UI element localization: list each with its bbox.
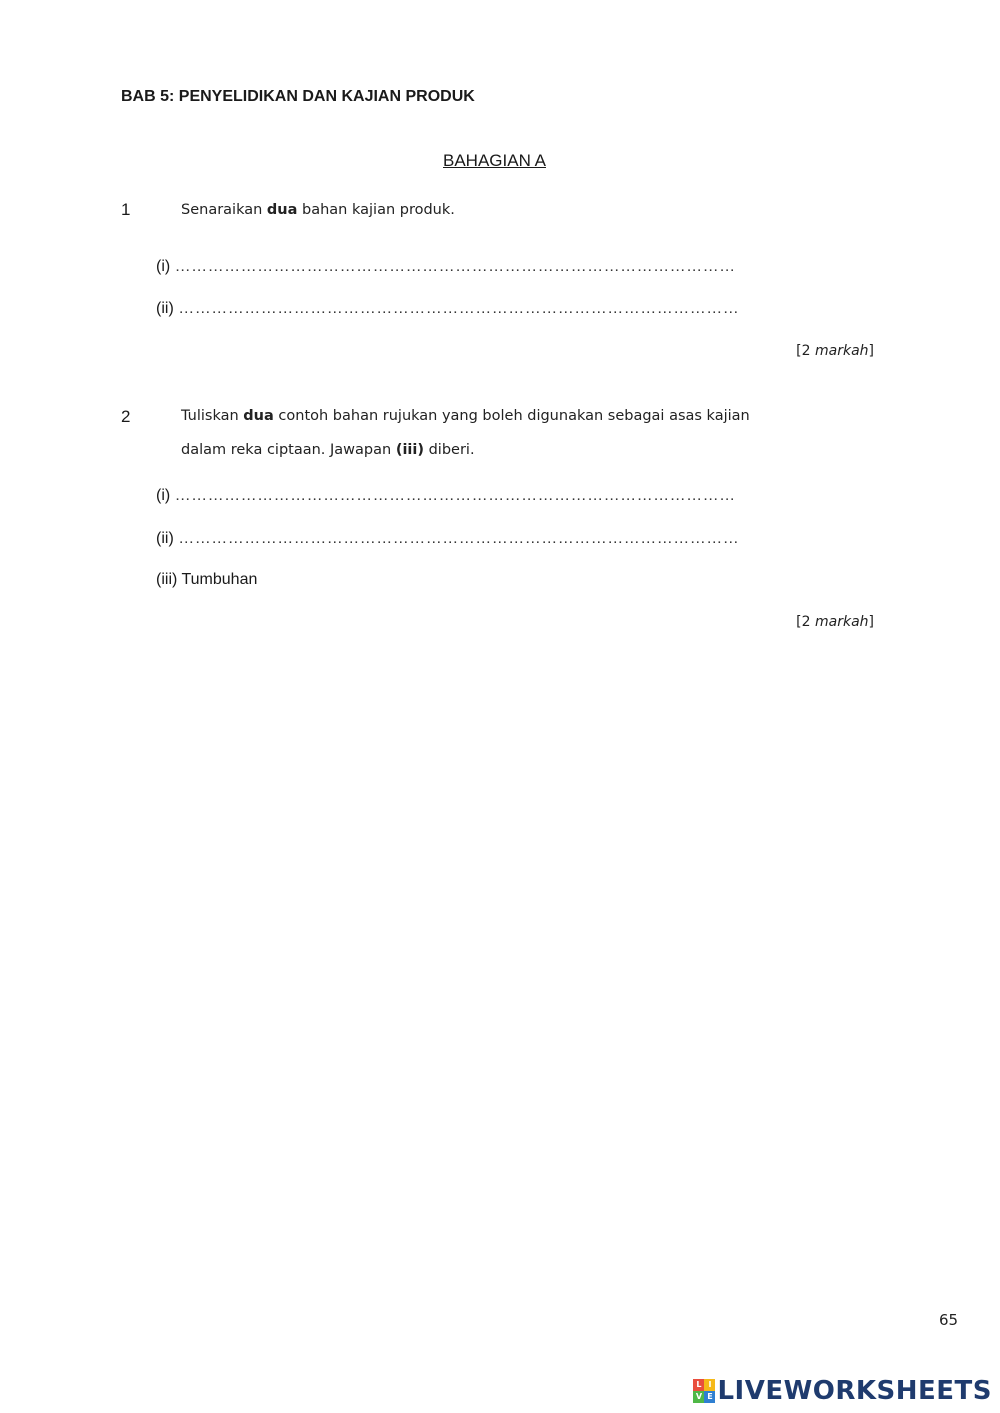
question-1-number: 1: [121, 200, 131, 219]
question-2-marks: [2 markah]: [796, 614, 874, 630]
answer-blank[interactable]: …………………………………………………………………………………………: [178, 300, 740, 317]
answer-blank[interactable]: …………………………………………………………………………………………: [178, 530, 740, 547]
logo-tile-l: L: [693, 1379, 704, 1391]
question-1-answer-i: [156, 258, 736, 276]
question-1-marks: [2 markah]: [796, 343, 874, 359]
liveworksheets-logo-icon: [693, 1379, 715, 1403]
question-2-answer-ii: [156, 530, 739, 548]
question-2-text-line-1: Tuliskan dua contoh bahan rujukan yang boleh digunakan sebagai asas kajian: [181, 408, 750, 424]
question-1-answer-ii: [156, 300, 739, 318]
answer-label: (i): [156, 258, 171, 275]
liveworksheets-logo: [693, 1376, 992, 1406]
question-2-answer-i: [156, 487, 736, 505]
section-title: BAHAGIAN A: [443, 151, 546, 170]
answer-label: (ii): [156, 530, 174, 547]
logo-tile-e: E: [704, 1391, 715, 1403]
logo-tile-i: I: [704, 1379, 715, 1391]
question-2-text-line-2: dalam reka ciptaan. Jawapan (iii) diberi.: [181, 442, 475, 458]
answer-blank[interactable]: …………………………………………………………………………………………: [174, 487, 736, 504]
question-2-number: 2: [121, 407, 131, 426]
question-2-given-answer: (iii) Tumbuhan: [156, 571, 258, 588]
answer-label: (ii): [156, 300, 174, 317]
question-1-text: Senaraikan dua bahan kajian produk.: [181, 202, 455, 218]
page-number: 65: [939, 1311, 959, 1329]
chapter-title: BAB 5: PENYELIDIKAN DAN KAJIAN PRODUK: [121, 88, 475, 105]
answer-label: (i): [156, 487, 171, 504]
liveworksheets-logo-text: LIVEWORKSHEETS: [717, 1376, 992, 1406]
answer-blank[interactable]: …………………………………………………………………………………………: [174, 258, 736, 275]
logo-tile-v: V: [693, 1391, 704, 1403]
